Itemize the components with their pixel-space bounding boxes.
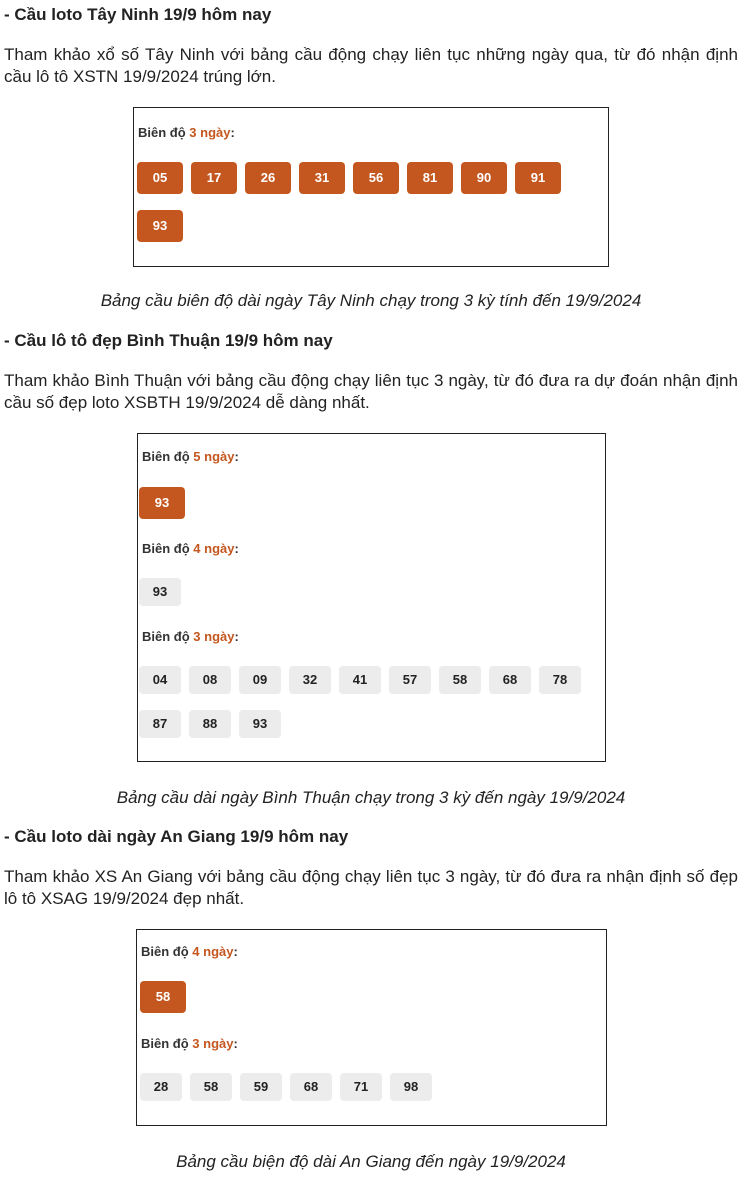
bridge-table-binh-thuan <box>137 433 606 762</box>
lotto-number-chip: 93 <box>139 487 185 519</box>
lotto-number-chip: 78 <box>539 666 581 694</box>
range-label: Biên độ 3 ngày: <box>142 629 239 644</box>
lotto-number-chip: 57 <box>389 666 431 694</box>
lotto-number-chip: 17 <box>191 162 237 194</box>
lotto-number-chip: 59 <box>240 1073 282 1101</box>
section-paragraph-tay-ninh: Tham khảo xổ số Tây Ninh với bảng cầu động chạy liên tục những ngày qua, từ đó nhận định cầu lô tô XSTN 19/9/2024 trúng lớn. <box>4 45 738 86</box>
range-label: Biên độ 3 ngày: <box>138 125 235 140</box>
lotto-number-chip: 93 <box>239 710 281 738</box>
range-label: Biên độ 5 ngày: <box>142 449 239 464</box>
range-label: Biên độ 4 ngày: <box>141 944 238 959</box>
lotto-number-chip: 58 <box>190 1073 232 1101</box>
lotto-number-chip: 91 <box>515 162 561 194</box>
lotto-number-chip: 31 <box>299 162 345 194</box>
lotto-number-chip: 93 <box>139 578 181 606</box>
lotto-number-chip: 41 <box>339 666 381 694</box>
lotto-number-chip: 88 <box>189 710 231 738</box>
lotto-number-chip: 09 <box>239 666 281 694</box>
lotto-number-chip: 58 <box>140 981 186 1013</box>
lotto-number-chip: 28 <box>140 1073 182 1101</box>
bridge-table-tay-ninh <box>133 107 609 267</box>
lotto-number-chip: 26 <box>245 162 291 194</box>
table-caption-tay-ninh: Bảng cầu biên độ dài ngày Tây Ninh chạy trong 3 kỳ tính đến 19/9/2024 <box>100 291 642 310</box>
lotto-number-chip: 05 <box>137 162 183 194</box>
lotto-number-chip: 98 <box>390 1073 432 1101</box>
lotto-number-chip: 81 <box>407 162 453 194</box>
lotto-number-chip: 68 <box>489 666 531 694</box>
lotto-number-chip: 58 <box>439 666 481 694</box>
lotto-number-chip: 90 <box>461 162 507 194</box>
section-paragraph-an-giang: Tham khảo XS An Giang với bảng cầu động chạy liên tục 3 ngày, từ đó đưa ra nhận định số đẹp lô tô XSAG 19/9/2024 đẹp nhất. <box>4 867 738 908</box>
lotto-number-chip: 93 <box>137 210 183 242</box>
lotto-number-chip: 04 <box>139 666 181 694</box>
range-label: Biên độ 3 ngày: <box>141 1036 238 1051</box>
range-label: Biên độ 4 ngày: <box>142 541 239 556</box>
lotto-number-chip: 56 <box>353 162 399 194</box>
section-heading-binh-thuan: - Cầu lô tô đẹp Bình Thuận 19/9 hôm nay <box>4 331 333 350</box>
lotto-number-chip: 68 <box>290 1073 332 1101</box>
bridge-table-an-giang <box>136 929 607 1126</box>
lotto-number-chip: 71 <box>340 1073 382 1101</box>
section-heading-tay-ninh: - Cầu loto Tây Ninh 19/9 hôm nay <box>4 5 272 24</box>
lotto-number-chip: 32 <box>289 666 331 694</box>
table-caption-binh-thuan: Bảng cầu dài ngày Bình Thuận chạy trong 3 kỳ đến ngày 19/9/2024 <box>116 788 626 807</box>
table-caption-an-giang: Bảng cầu biện độ dài An Giang đến ngày 19/9/2024 <box>176 1152 566 1171</box>
lotto-number-chip: 08 <box>189 666 231 694</box>
section-heading-an-giang: - Cầu loto dài ngày An Giang 19/9 hôm nay <box>4 827 349 846</box>
section-paragraph-binh-thuan: Tham khảo Bình Thuận với bảng cầu động chạy liên tục 3 ngày, từ đó đưa ra dự đoán nhận định cầu số đẹp loto XSBTH 19/9/2024 dễ dàng nhất. <box>4 371 738 412</box>
lotto-number-chip: 87 <box>139 710 181 738</box>
